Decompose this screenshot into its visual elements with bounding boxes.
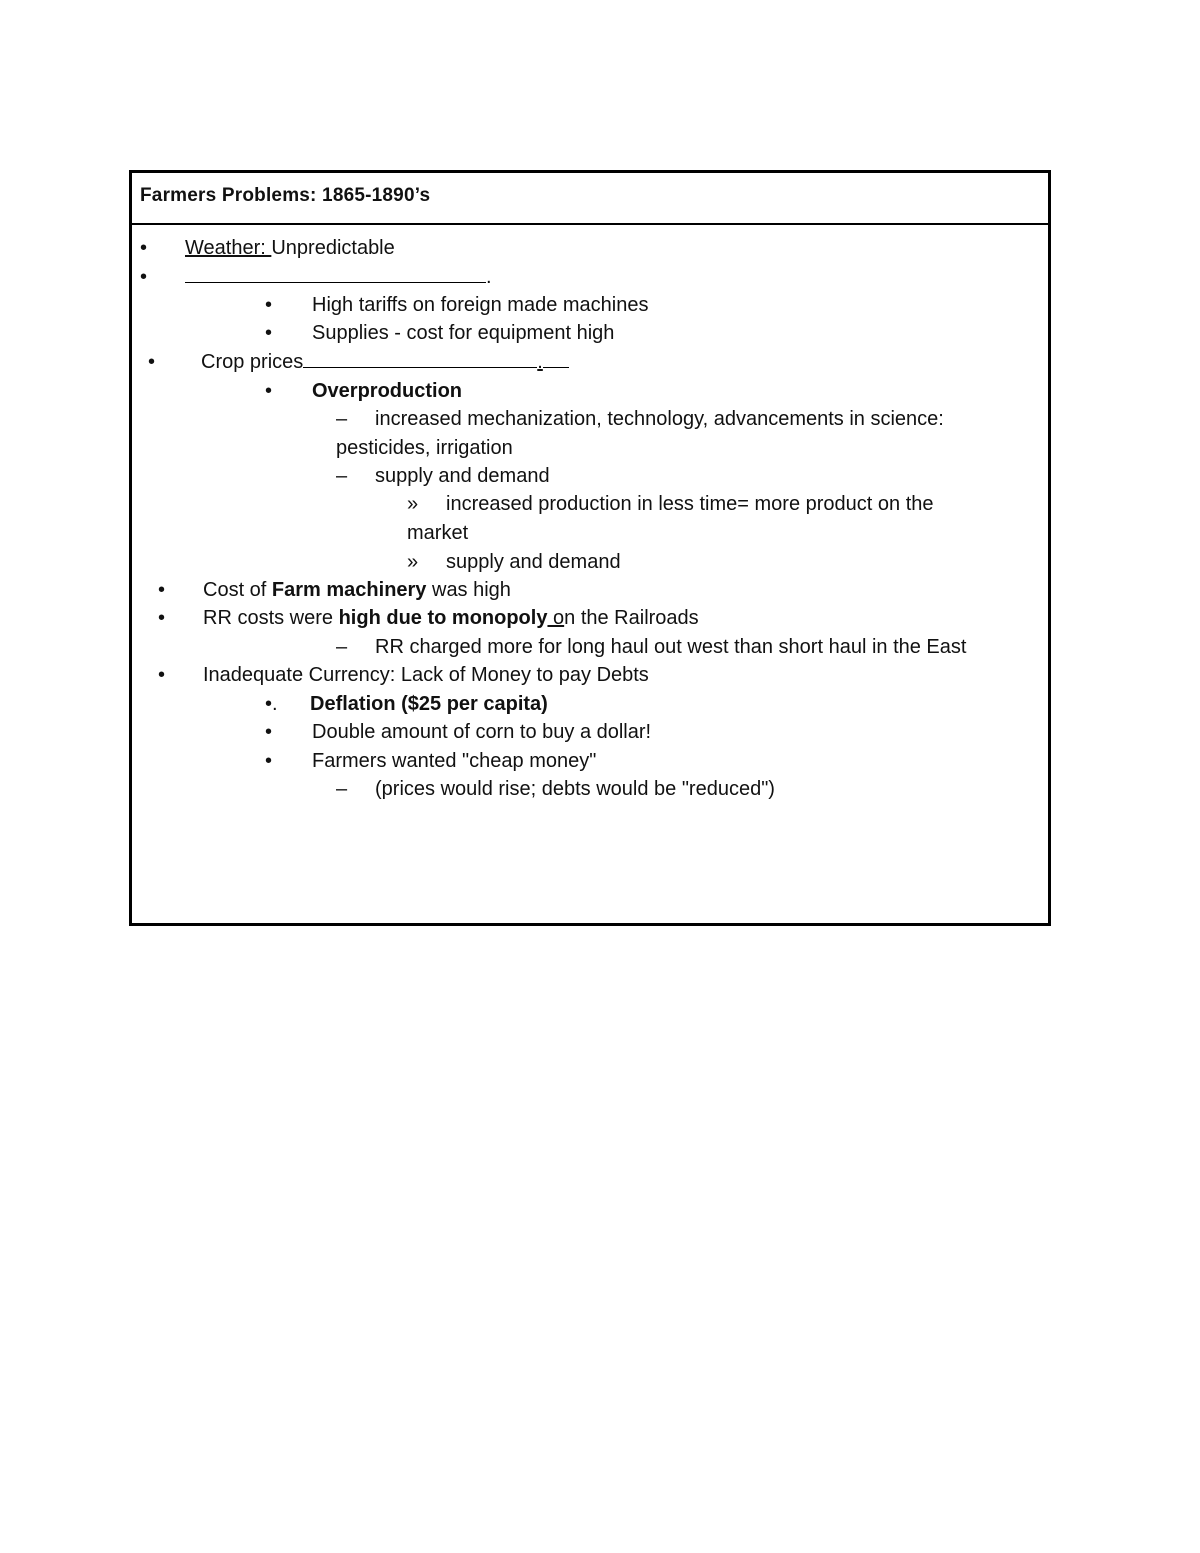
crop-prices-label: Crop prices (201, 351, 304, 373)
rr-bold: high due to monopoly (338, 607, 548, 629)
list-item-mechanization-cont: pesticides, irrigation (336, 437, 513, 459)
list-item-prices-rise: (prices would rise; debts would be "reduced") (375, 778, 775, 800)
fill-in-blank (185, 266, 486, 283)
bullet-marker: • (158, 579, 166, 601)
bullet-marker: • (158, 664, 166, 686)
bullet-marker: • (265, 294, 273, 316)
list-item-supply-demand-2: supply and demand (446, 551, 621, 573)
list-item-crop-prices (201, 350, 569, 374)
bullet-marker: • (265, 380, 273, 402)
list-item-weather (185, 236, 395, 260)
fill-in-blank (303, 351, 537, 368)
raquo-marker: » (407, 551, 419, 573)
weather-label: Weather: (185, 237, 272, 259)
crop-tail: . (537, 351, 543, 373)
bullet-marker: • (265, 750, 273, 772)
list-item-double-corn: Double amount of corn to buy a dollar! (312, 721, 652, 743)
list-item-rr-charged: RR charged more for long haul out west than short haul in the East (375, 636, 967, 658)
rr-post: n the Railroads (564, 607, 699, 629)
dash-marker: – (336, 778, 348, 800)
list-item-tariffs: High tariffs on foreign made machines (312, 294, 649, 316)
list-item-overproduction: Overproduction (312, 380, 463, 402)
weather-text: Unpredictable (271, 237, 395, 259)
farm-cost-pre: Cost of (203, 579, 272, 601)
list-item-increased-production: increased production in less time= more product on the (446, 493, 934, 515)
raquo-marker: » (407, 493, 419, 515)
bullet-marker: • (265, 322, 273, 344)
farm-cost-post: was high (426, 579, 511, 601)
dash-marker: – (336, 465, 348, 487)
list-item-blank (185, 265, 492, 289)
title-row (132, 173, 1048, 225)
bullet-marker: • (158, 607, 166, 629)
bullet-marker: •. (265, 693, 278, 715)
list-item-increased-production-cont: market (407, 522, 469, 544)
list-item-rr-costs (203, 606, 699, 630)
farm-cost-bold: Farm machinery (271, 579, 427, 601)
dash-marker: – (336, 636, 348, 658)
dash-marker: – (336, 408, 348, 430)
list-item-currency: Inadequate Currency: Lack of Money to pay Debts (203, 664, 649, 686)
blank-tail: . (486, 266, 492, 288)
list-item-supply-demand: supply and demand (375, 465, 550, 487)
fill-in-blank (543, 351, 569, 368)
list-item-farm-machinery (203, 578, 511, 602)
bullet-marker: • (265, 721, 273, 743)
list-item-cheap-money: Farmers wanted "cheap money" (312, 750, 597, 772)
list-item-supplies: Supplies - cost for equipment high (312, 322, 615, 344)
list-item-mechanization: increased mechanization, technology, advancements in science: (375, 408, 944, 430)
rr-pre: RR costs were (203, 607, 339, 629)
bullet-marker: • (140, 266, 148, 288)
bullet-marker: • (148, 351, 156, 373)
rr-underlined: o (547, 607, 565, 629)
page-title: Farmers Problems: 1865-1890’s (140, 185, 431, 206)
list-item-deflation: Deflation ($25 per capita) (310, 693, 548, 715)
bullet-marker: • (140, 237, 148, 259)
